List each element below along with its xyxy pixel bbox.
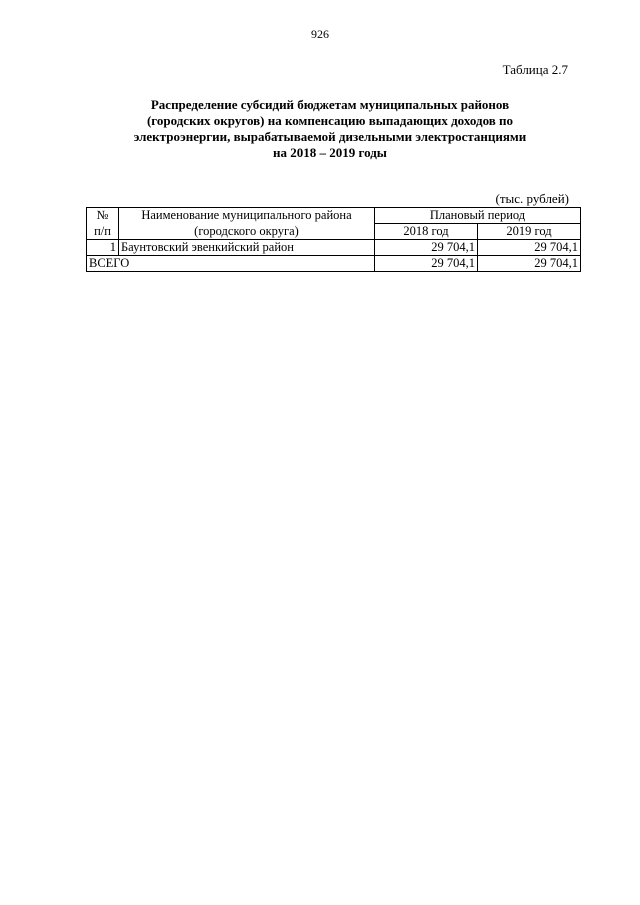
table-total-row	[87, 256, 581, 272]
header-name-sub: (городского округа)	[119, 224, 375, 240]
table-header-row	[87, 224, 581, 240]
title-line: на 2018 – 2019 годы	[273, 145, 387, 160]
subsidy-table	[86, 207, 581, 272]
page-number: 926	[311, 27, 329, 41]
table-header-row	[87, 208, 581, 224]
row-value-2018: 29 704,1	[375, 240, 478, 256]
row-value-2019: 29 704,1	[478, 240, 581, 256]
header-period: Плановый период	[375, 208, 581, 224]
header-year-2019: 2019 год	[478, 224, 581, 240]
table-label: Таблица 2.7	[502, 62, 568, 77]
title-line: Распределение субсидий бюджетам муниципальных районов	[150, 97, 510, 112]
row-num: 1	[87, 240, 119, 256]
total-label: ВСЕГО	[87, 256, 119, 272]
header-year-2018: 2018 год	[375, 224, 478, 240]
total-filler	[119, 256, 375, 272]
header-name: Наименование муниципального района	[119, 208, 375, 224]
table-row	[87, 240, 581, 256]
total-value-2018: 29 704,1	[375, 256, 478, 272]
units-label: (тыс. рублей)	[495, 191, 569, 206]
title-line: (городских округов) на компенсацию выпадающих доходов по	[146, 113, 514, 128]
header-num: №	[87, 208, 119, 224]
header-num-sub: п/п	[87, 224, 119, 240]
document-title	[80, 97, 580, 161]
title-line: электроэнергии, вырабатываемой дизельными электростанциями	[133, 129, 527, 144]
total-value-2019: 29 704,1	[478, 256, 581, 272]
row-name: Баунтовский эвенкийский район	[119, 240, 375, 256]
